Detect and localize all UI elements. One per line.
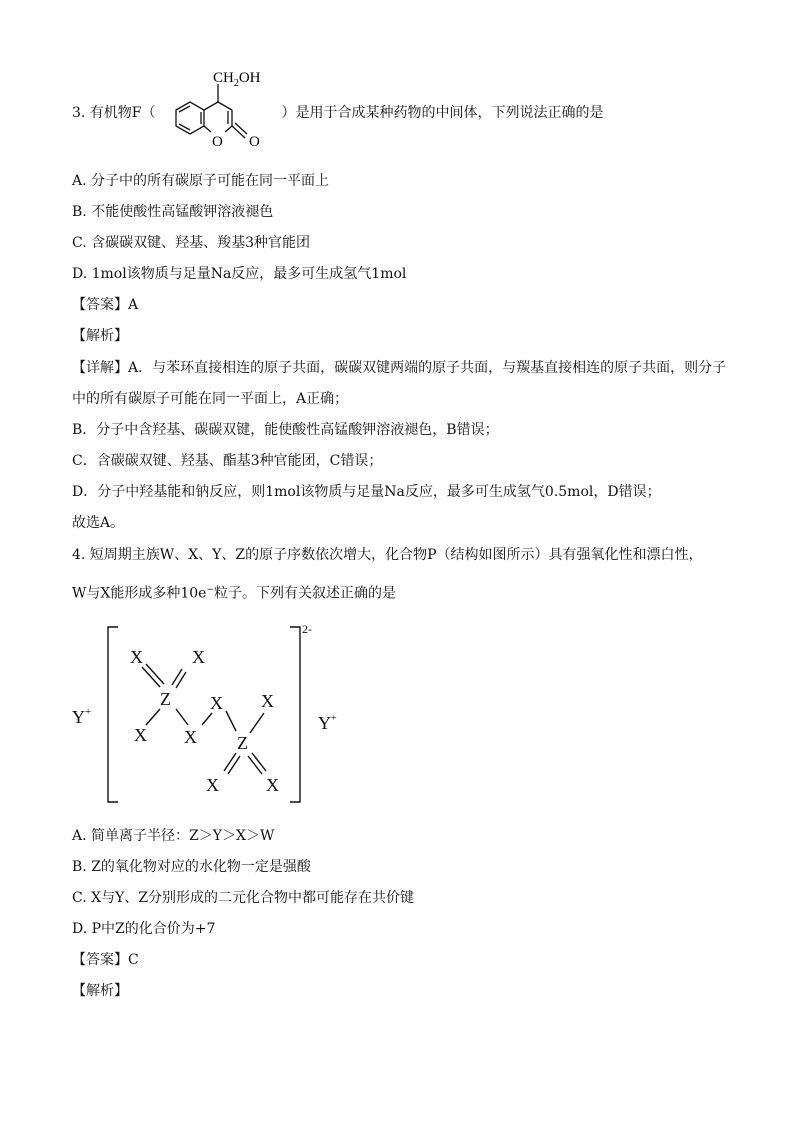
q3-detail-5: D．分子中羟基能和钠反应，则1mol该物质与足量Na反应，最多可生成氢气0.5mol，D错误； (72, 484, 661, 500)
q4-option-b: B. Z的氧化物对应的水化物一定是强酸 (72, 859, 311, 875)
q3-option-a: A. 分子中的所有碳原子可能在同一平面上 (72, 173, 330, 189)
q3-answer: 【答案】A (72, 297, 139, 313)
q4-stem-line1: 4. 短周期主族W、X、Y、Z的原子序数依次增大，化合物P（结构如图所示）具有强氧化性和漂白性， (72, 547, 703, 563)
q3-detail-4: C．含碳碳双键、羟基、酯基3种官能团，C错误； (72, 453, 383, 469)
atom-x-bridge: X (210, 693, 223, 713)
q3-option-c: C. 含碳碳双键、羟基、羧基3种官能团 (72, 235, 311, 251)
atom-x-1: X (130, 647, 143, 667)
q4-stem-line2: W与X能形成多种10e−粒子。下列有关叙述正确的是 (72, 585, 397, 602)
q3-prefix: 3. 有机物F（ (72, 105, 156, 121)
atom-x-4: X (134, 725, 147, 745)
atom-x-6: X (206, 775, 219, 795)
atom-z-1: Z (160, 689, 171, 709)
ch2oh-label: $CH_2OH$ (213, 70, 261, 89)
q3-stem (72, 104, 604, 122)
compound-p-structure (70, 615, 360, 815)
q3-option-b: B. 不能使酸性高锰酸钾溶液褪色 (72, 204, 274, 220)
coumarin-structure (155, 62, 305, 162)
q3-option-d: D. 1mol该物质与足量Na反应，最多可生成氢气1mol (72, 266, 407, 282)
atom-x-7: X (266, 775, 279, 795)
q4-answer: 【答案】C (72, 952, 139, 968)
atom-x-2: X (192, 647, 205, 667)
atom-x-3: X (261, 691, 274, 711)
anion-charge: 2- (302, 622, 312, 636)
q3-suffix: ）是用于合成某种药物的中间体，下列说法正确的是 (281, 105, 604, 121)
cation-right: Y+ (318, 713, 337, 733)
q4-option-a: A. 简单离子半径：Z＞Y＞X＞W (72, 828, 275, 844)
carbonyl-oxygen-label: O (249, 134, 260, 150)
atom-x-5: X (184, 727, 197, 747)
q3-detail-6: 故选A。 (72, 515, 125, 531)
q3-detail-2: 中的所有碳原子可能在同一平面上，A正确； (72, 391, 349, 407)
q4-option-c: C. X与Y、Z分别形成的二元化合物中都可能存在共价键 (72, 890, 415, 906)
q4-analysis-title: 【解析】 (72, 983, 128, 999)
q3-detail-1: 【详解】A．与苯环直接相连的原子共面，碳碳双键两端的原子共面，与羰基直接相连的原子共面，则分子 (72, 360, 727, 376)
q3-analysis-title: 【解析】 (72, 328, 128, 344)
ring-oxygen-label: O (212, 134, 223, 150)
atom-z-2: Z (237, 733, 248, 753)
cation-left: Y+ (72, 706, 92, 727)
q3-detail-3: B．分子中含羟基、碳碳双键，能使酸性高锰酸钾溶液褪色，B错误； (72, 422, 499, 438)
q4-option-d: D. P中Z的化合价为+7 (72, 921, 216, 937)
